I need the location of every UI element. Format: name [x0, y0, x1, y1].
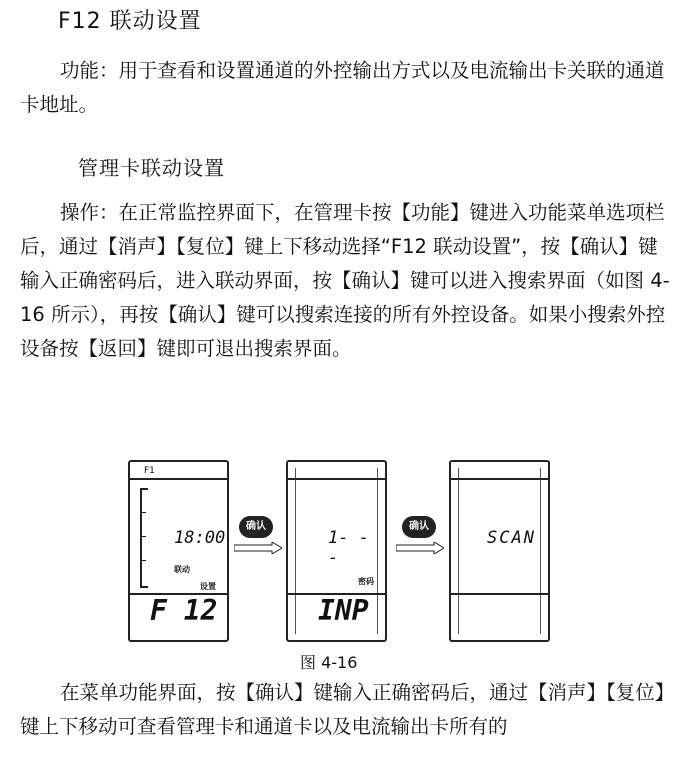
set-label: 设置	[200, 582, 216, 591]
dashes-display: 1- - -	[328, 528, 369, 568]
code-display: F 12	[150, 594, 218, 627]
lcd-screen-inp	[286, 460, 387, 642]
scan-display: SCAN	[487, 528, 536, 548]
arrow-right-icon	[396, 542, 444, 554]
section-heading: F12 联动设置	[58, 9, 202, 34]
figure-4-16	[126, 456, 556, 646]
arrow-right-icon	[234, 542, 282, 554]
subsection-heading: 管理卡联动设置	[78, 156, 225, 180]
password-label: 密码	[358, 577, 374, 586]
confirm-key-badge: 确认	[402, 516, 436, 538]
time-display: 18:00	[174, 528, 226, 548]
menu-paragraph: 在菜单功能界面，按【确认】键输入正确密码后，通过【消声】【复位】键上下移动可查看管理卡和通道卡以及电流输出卡所有的	[20, 681, 665, 738]
top-divider	[288, 478, 385, 480]
inp-display: INP	[318, 594, 369, 627]
f1-label: F1	[144, 466, 155, 476]
top-divider	[451, 478, 548, 480]
operation-paragraph: 操作：在正常监控界面下，在管理卡按【功能】键进入功能菜单选项栏后，通过【消声】【复位】键上下移动选择“F12 联动设置”，按【确认】键输入正确密码后，进入联动界面，按【确认】键可以进入搜索界面（如图 4-16 所示），再按【确认】键可以搜索连接的所有外控设备。如果小搜索外控设备按【返回】键即可退出搜索界面。	[20, 201, 670, 360]
confirm-key-badge: 确认	[239, 516, 273, 538]
bottom-divider	[451, 593, 548, 595]
link-label: 联动	[174, 565, 190, 574]
lcd-screen-f12	[128, 460, 229, 642]
figure-caption: 图 4-16	[300, 653, 358, 672]
top-divider	[130, 478, 227, 480]
lcd-screen-scan	[449, 460, 550, 642]
level-bracket	[140, 488, 148, 588]
function-paragraph: 功能：用于查看和设置通道的外控输出方式以及电流输出卡关联的通道卡地址。	[20, 59, 665, 116]
